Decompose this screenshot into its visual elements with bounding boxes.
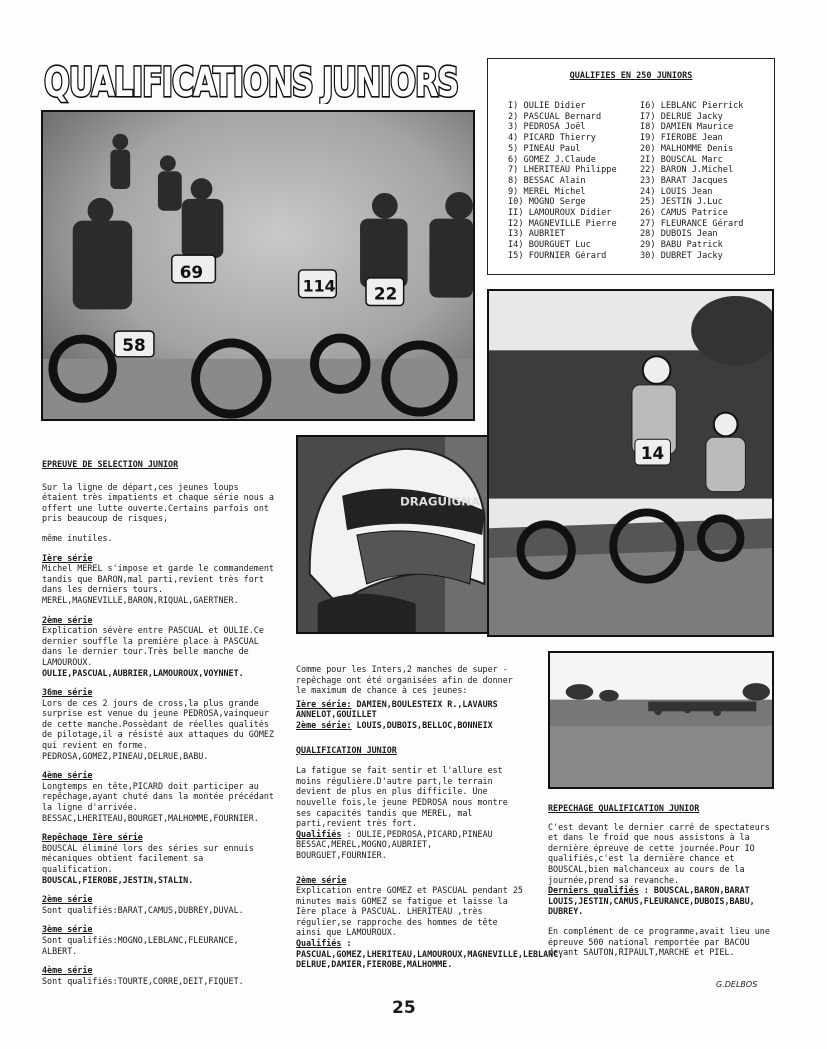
qualified-entry: I5) FOURNIER Gérard: [508, 250, 607, 261]
qualification-2: 2ème série Explication entre GOMEZ et PASCUAL pendant 25 minutes mais GOMEZ se fatigue et laisse la Ière place à PASCUAL. LHERITEAU ,très régulier,se rapproche des hommes de tête ainsi que LAMOUROUX. Qualifiés : PASCUAL,GOMEZ,LHERITEAU,LAMOUROUX,MAGNEVILLE,LEBLANC, DELRUE,DAMIER,FIEROBE,MALHOMME.: [296, 874, 564, 970]
svg-text:QUALIFICATIONS JUNIORS: QUALIFICATIONS JUNIORS: [44, 60, 458, 104]
selection-intro: Sur la ligne de départ,ces jeunes loups étaient très impatients et chaque série nous a offert une lutte ouverte.Certains parfois ont pris beaucoup de risques,: [42, 481, 274, 524]
rider-number-114: 114: [302, 276, 336, 296]
photo-credit: G.DELBOS: [716, 980, 758, 989]
repechage-2: 2ème série Sont qualifiés:BARAT,CAMUS,DUBREY,DUVAL.: [42, 894, 244, 915]
qualified-list-right: [640, 101, 743, 262]
series-4: 4ème série Longtemps en tête,PICARD doit participer au repêchage,ayant chuté dans la montée précédant la ligne d'arrivée. BESSAC,LHERITEAU,BOURGET,MALHOMME,FOURNIER.: [42, 770, 274, 823]
series-2: 2ème série Explication sévère entre PASCUAL et OULIE.Ce dernier souffle la première place à PASCUAL dans le dernier tour.Très belle manche de LAMOUROUX. OULIE,PASCUAL,AUBRIER,LAMOUROUX,VOYNNET.: [42, 614, 264, 678]
qualified-entry: 20) MALHOMME Denis: [640, 143, 734, 154]
repechage-heading: REPECHAGE QUALIFICATION JUNIOR: [548, 803, 700, 813]
qualified-entry: 27) FLEURANCE Gérard: [640, 218, 744, 229]
qualified-entry: 2I) BOUSCAL Marc: [640, 154, 723, 165]
qualification-text: La fatigue se fait sentir et l'allure est moins régulière.D'autre part,le terrain devient de plus en plus difficile. Une nouvelle fois,le jeune PEDROSA nous montre ses capacités tandis que MEREL, mal parti,revient très fort.: [296, 765, 508, 829]
helmet-portrait-photo: [296, 435, 503, 634]
qualified-entry: I2) MAGNEVILLE Pierre: [508, 218, 617, 229]
qualified-entry: 5) PINEAU Paul: [508, 143, 581, 154]
repechage-3: 3ème série Sont qualifiés:MOGNO,LEBLANC,FLEURANCE, ALBERT.: [42, 924, 239, 956]
right-action-photo: [487, 289, 774, 637]
main-race-photo: [41, 110, 475, 421]
qualified-entry: I3) AUBRIET: [508, 229, 565, 240]
qualified-entry: II) LAMOUROUX Didier: [508, 208, 612, 219]
column-repechage: [548, 803, 776, 967]
qualified-entry: 3) PEDROSA Joël: [508, 122, 586, 133]
field-landscape-photo: [548, 651, 774, 789]
qualified-entry: I6) LEBLANC Pierrick: [640, 101, 744, 111]
qualified-list-left: [508, 101, 617, 262]
qualified-entry: 28) DUBOIS Jean: [640, 229, 718, 240]
helmet-lettering: DRAGUIGNA: [399, 494, 481, 509]
qualified-entry: I9) FIEROBE Jean: [640, 133, 723, 144]
page-title: [40, 52, 464, 104]
rider-number-22: 22: [373, 283, 398, 304]
qualification-1: Qualifiés : OULIE,PEDROSA,PICARD,PINEAU BESSAC,MEREL,MOGNO,AUBRIET, BOURGUET,FOURNIER.: [296, 828, 493, 860]
qualified-entry: 7) LHERITEAU Philippe: [508, 165, 617, 176]
qualified-entry: 22) BARON J.Michel: [640, 165, 734, 176]
qualification-heading: QUALIFICATION JUNIOR: [296, 744, 397, 755]
qualified-entry: I0) MOGNO Serge: [508, 197, 586, 208]
qualified-entry: 24) LOUIS Jean: [640, 186, 713, 197]
selection-heading: EPREUVE DE SELECTION JUNIOR: [42, 459, 179, 469]
qualified-entry: 2) PASCUAL Bernard: [508, 111, 602, 122]
column-selection: [42, 459, 274, 995]
page-number: 25: [392, 998, 416, 1018]
series-1: Ière série Michel MEREL s'impose et garde le commandement tandis que BARON,mal parti,revient très fort dans les derniers tours. MEREL,MAGNEVILLE,BARON,RIQUAL,GAERTNER.: [42, 552, 274, 605]
repechage-4: 4ème série Sont qualifiés:TOURTE,CORRE,DEIT,FIQUET.: [42, 965, 244, 986]
rider-number-69: 69: [179, 261, 204, 282]
qualified-entry: 8) BESSAC Alain: [508, 175, 586, 186]
qualified-entry: 23) BARAT Jacques: [640, 175, 728, 186]
qualified-entry: 30) DUBRET Jacky: [640, 250, 723, 261]
rider-number-14: 14: [640, 443, 665, 464]
super-repechage-results: Ière série: DAMIEN,BOULESTEIX R.,LAVAURS ANNELOT,GOUILLET 2ème série: LOUIS,DUBOIS,BELLOC,BONNEIX: [296, 698, 498, 730]
qualified-list-heading: QUALIFIES EN 250 JUNIORS: [569, 71, 693, 81]
qualified-entry: 25) JESTIN J.Luc: [640, 197, 723, 208]
column-qualification: [296, 664, 564, 979]
qualified-entry: 4) PICARD Thierry: [508, 133, 596, 144]
repechage-text: C'est devant le dernier carré de spectateurs et dans le froid que nous assistons à la dernière épreuve de cette journée.Pour IO qualifiés,c'est la dernière chance et BOUSCAL,bien malchanceux au cours de la journée,prend sa revanche.: [548, 821, 770, 885]
qualified-entry: I8) DAMIEN Maurice: [640, 122, 734, 133]
qualified-list-box: [487, 58, 775, 275]
selection-intro-2: même inutiles.: [42, 532, 113, 543]
super-repechage-intro: Comme pour les Inters,2 manches de super - repêchage ont été organisées afin de donner le maximum de chance à ces jeunes:: [296, 664, 513, 696]
rider-number-58: 58: [122, 334, 146, 355]
qualified-entry: I7) DELRUE Jacky: [640, 111, 723, 122]
qualified-entry: I) OULIE Didier: [508, 101, 586, 111]
national-500-text: En complément de ce programme,avait lieu une épreuve 500 national remportée par BACOU devant SAUTON,RIPAULT,MARCHE et PIEL.: [548, 925, 770, 958]
qualified-entry: 9) MEREL Michel: [508, 186, 586, 197]
qualified-entry: I4) BOURGUET Luc: [508, 240, 591, 251]
repechage-qualified: Derniers qualifiés : BOUSCAL,BARON,BARAT LOUIS,JESTIN,CAMUS,FLEURANCE,DUBOIS,BABU, DUBREY.: [548, 885, 755, 917]
series-3: 36me série Lors de ces 2 jours de cross,la plus grande surprise est venue du jeune PEDROSA,vainqueur de cette manche.Possèdant de réelles qualités de pilotage,il a résisté aux attaques du GOMEZ qui revient en forme. PEDROSA,GOMEZ,PINEAU,DELRUE,BABU.: [42, 687, 274, 761]
repechage-1: Repêchage Ière série BOUSCAL éliminé lors des séries sur ennuis mécaniques obtient facilement sa qualification. BOUSCAL,FIEROBE,JESTIN,STALIN.: [42, 832, 254, 885]
qualified-entry: 6) GOMEZ J.Claude: [508, 154, 596, 165]
qualified-entry: 26) CAMUS Patrice: [640, 208, 728, 219]
qualified-entry: 29) BABU Patrick: [640, 240, 723, 251]
